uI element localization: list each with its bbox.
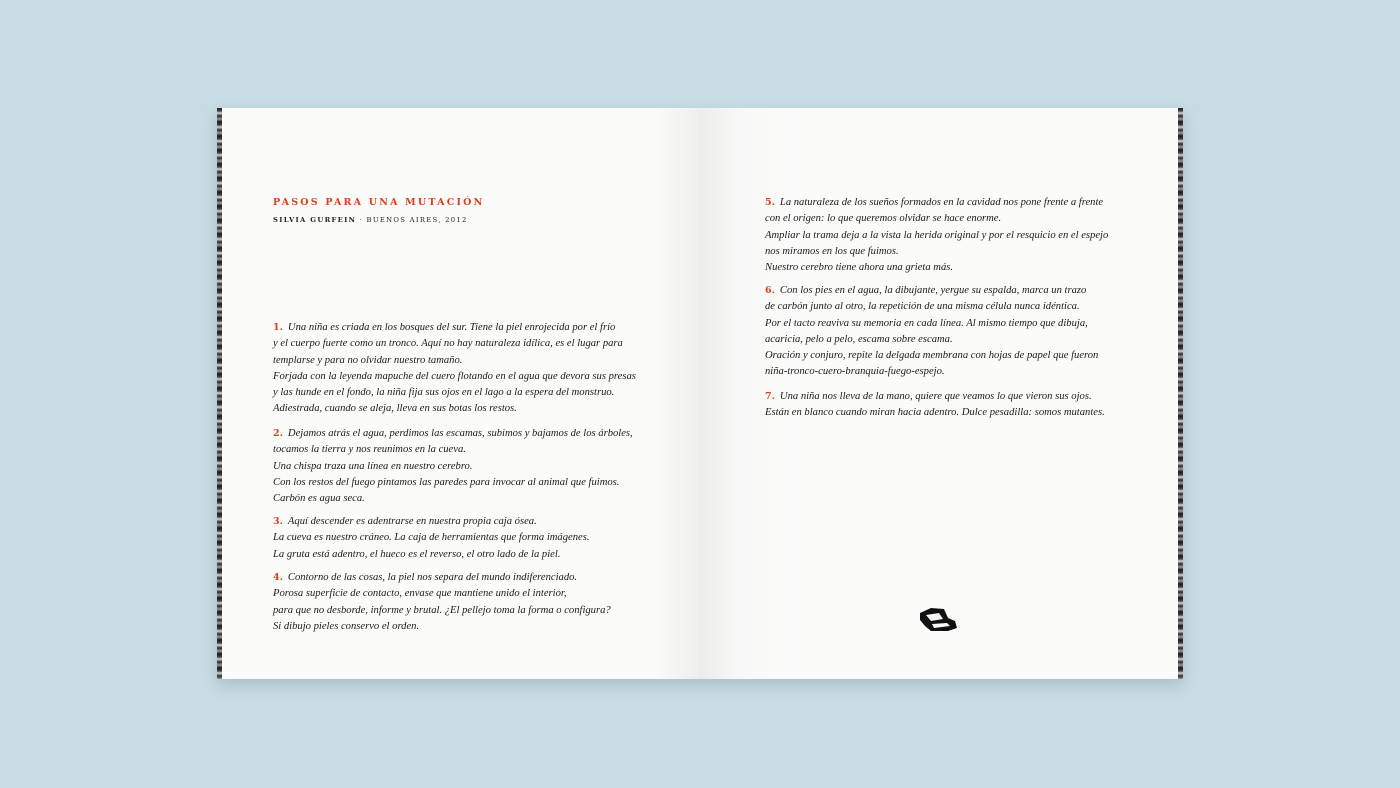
stanza-line: y las hunde en el fondo, la niña fija sus ojos en el lago a la espera del monstruo. <box>273 387 615 399</box>
stanza-line: nos miramos en los que fuimos. <box>765 245 899 257</box>
stanza-line: tocamos la tierra y nos reunimos en la cueva. <box>273 444 466 456</box>
stanza-number: 5. <box>765 197 775 208</box>
stanza-number: 2. <box>273 428 283 439</box>
stanza-line: 4. Contorno de las cosas, la piel nos separa del mundo indiferenciado. <box>273 572 578 583</box>
stanza-number: 7. <box>765 391 775 402</box>
place-year: BUENOS AIRES, 2012 <box>366 216 468 224</box>
stanza-line: Porosa superficie de contacto, envase que mantiene unido el interior, <box>273 588 567 600</box>
stanza-line: Si dibujo pieles conservo el orden. <box>273 620 420 632</box>
stanza-line: Adiestrada, cuando se aleja, lleva en sus botas los restos. <box>273 403 517 415</box>
stanza-line: 7. Una niña nos lleva de la mano, quiere que veamos lo que vieron sus ojos. <box>765 391 1092 402</box>
stanza-1 <box>273 320 636 418</box>
stanza-3 <box>273 514 590 563</box>
stanza-line: 1. Una niña es criada en los bosques del sur. Tiene la piel enrojecida por el frío <box>273 322 616 333</box>
stanza-number: 4. <box>273 572 283 583</box>
stanza-number: 3. <box>273 516 283 527</box>
stanza-line: para que no desborde, informe y brutal. ¿El pellejo toma la forma o configura? <box>273 604 611 616</box>
stanza-line: Nuestro cerebro tiene ahora una grieta más. <box>765 262 954 274</box>
stanza-line: acaricia, pelo a pelo, escama sobre escama. <box>765 333 953 345</box>
stanza-line: 5. La naturaleza de los sueños formados en la cavidad nos pone frente a frente <box>765 197 1104 208</box>
stanza-4 <box>273 570 611 635</box>
poem-byline <box>273 216 468 224</box>
byline-separator: · <box>359 216 364 224</box>
stanza-line: Oración y conjuro, repite la delgada membrana con hojas de papel que fueron <box>765 350 1099 362</box>
stanza-line: 3. Aquí descender es adentrarse en nuestra propia caja ósea. <box>273 516 537 527</box>
stanza-line: 2. Dejamos atrás el agua, perdimos las escamas, subimos y bajamos de los árboles, <box>273 428 633 439</box>
stanza-line: Forjada con la leyenda mapuche del cuero flotando en el agua que devora sus presas <box>273 370 636 382</box>
poem-title: PASOS PARA UNA MUTACIÓN <box>273 197 485 208</box>
stanza-number: 6. <box>765 285 775 296</box>
stanza-7 <box>765 389 1105 422</box>
stanza-2 <box>273 426 633 507</box>
author-name: SILVIA GURFEIN <box>273 216 357 224</box>
stanza-line: Ampliar la trama deja a la vista la herida original y por el resquicio en el espejo <box>765 229 1109 241</box>
stanza-line: y el cuerpo fuerte como un tronco. Aquí no hay naturaleza idílica, es el lugar para <box>273 338 623 350</box>
stanza-6 <box>765 283 1098 381</box>
stanza-number: 1. <box>273 322 283 333</box>
publisher-logo-icon <box>917 604 959 634</box>
stanza-line: Carbón es agua seca. <box>273 493 365 505</box>
stanza-line: 6. Con los pies en el agua, la dibujante, yergue su espalda, marca un trazo <box>765 285 1087 296</box>
stanza-line: Una chispa traza una línea en nuestro cerebro. <box>273 460 473 472</box>
stanza-line: de carbón junto al otro, la repetición de una misma célula nunca idéntica. <box>765 301 1080 313</box>
stanza-line: con el origen: lo que queremos olvidar se hace enorme. <box>765 213 1002 225</box>
stanza-line: Están en blanco cuando miran hacia adentro. Dulce pesadilla: somos mutantes. <box>765 407 1105 419</box>
page-edge-right <box>1178 108 1183 679</box>
stanza-line: Con los restos del fuego pintamos las paredes para invocar al animal que fuimos. <box>273 476 620 488</box>
stanza-line: La cueva es nuestro cráneo. La caja de herramientas que forma imágenes. <box>273 532 590 544</box>
stanza-line: templarse y para no olvidar nuestro tamaño. <box>273 354 463 366</box>
stanza-line: La gruta está adentro, el hueco es el reverso, el otro lado de la piel. <box>273 548 561 560</box>
stanza-5 <box>765 195 1108 276</box>
stanza-line: Por el tacto reaviva su memoria en cada línea. Al mismo tiempo que dibuja, <box>765 317 1088 329</box>
stanza-line: niña-tronco-cuero-branquia-fuego-espejo. <box>765 366 945 378</box>
